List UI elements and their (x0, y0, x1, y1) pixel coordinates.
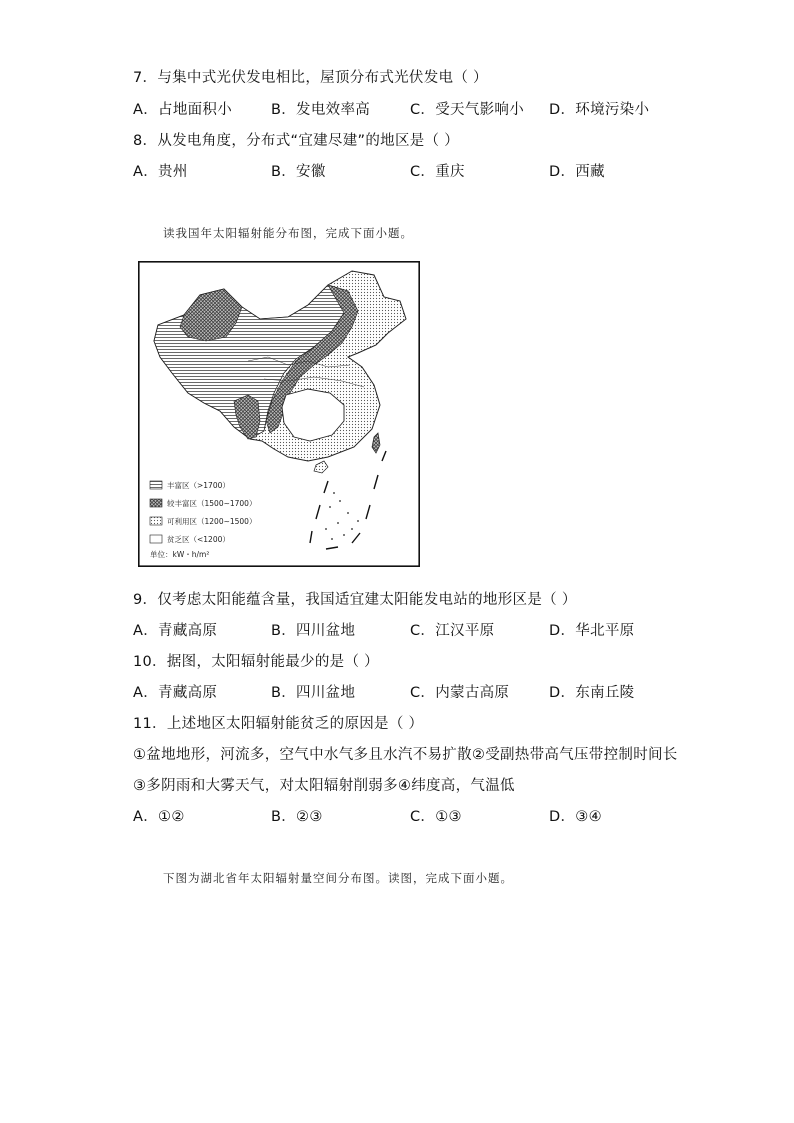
legend-label-usable: 可利用区（1200~1500） (167, 517, 257, 526)
q7-option-c: C．受天气影响小 (410, 102, 525, 118)
q7-stem: 7．与集中式光伏发电相比，屋顶分布式光伏发电（ ） (133, 70, 488, 86)
legend-label-relatively-rich: 较丰富区（1500~1700） (167, 499, 257, 508)
q9-option-b: B．四川盆地 (271, 623, 356, 639)
legend-swatch-rich (150, 481, 162, 489)
q10-option-c: C．内蒙古高原 (410, 685, 510, 701)
q9-option-a: A．青藏高原 (133, 623, 218, 639)
q7-option-d: D．环境污染小 (549, 102, 650, 118)
q11-option-a: A．①② (133, 809, 185, 825)
legend-swatch-poor (150, 535, 162, 543)
q10-option-d: D．东南丘陵 (549, 685, 635, 701)
q8-option-d: D．西藏 (549, 164, 605, 180)
q9-option-c: C．江汉平原 (410, 623, 495, 639)
q11-option-b: B．②③ (271, 809, 323, 825)
q10-stem: 10．据图，太阳辐射能最少的是（ ） (133, 654, 379, 670)
q10-option-b: B．四川盆地 (271, 685, 356, 701)
legend-label-rich: 丰富区（>1700） (167, 481, 230, 490)
q8-option-c: C．重庆 (410, 164, 465, 180)
q9-option-d: D．华北平原 (549, 623, 635, 639)
map-intro: 读我国年太阳辐射能分布图，完成下面小题。 (163, 226, 413, 240)
q8-option-a: A．贵州 (133, 164, 188, 180)
q11-option-c: C．①③ (410, 809, 462, 825)
hubei-map-intro: 下图为湖北省年太阳辐射量空间分布图。读图，完成下面小题。 (163, 871, 513, 885)
china-solar-radiation-map (138, 261, 420, 567)
q7-option-a: A．占地面积小 (133, 102, 233, 118)
legend-swatch-usable (150, 517, 162, 525)
q7-option-b: B．发电效率高 (271, 102, 371, 118)
q8-option-b: B．安徽 (271, 164, 326, 180)
q11-statement-line-2: ③多阴雨和大雾天气，对太阳辐射削弱多④纬度高，气温低 (133, 778, 515, 794)
q11-option-d: D．③④ (549, 809, 602, 825)
q11-statement-line-1: ①盆地地形，河流多，空气中水气多且水汽不易扩散②受副热带高气压带控制时间长 (133, 747, 678, 763)
q9-stem: 9．仅考虑太阳能蕴含量，我国适宜建太阳能发电站的地形区是（ ） (133, 592, 577, 608)
q8-stem: 8．从发电角度，分布式“宜建尽建”的地区是（ ） (133, 133, 460, 149)
q11-stem: 11．上述地区太阳辐射能贫乏的原因是（ ） (133, 716, 424, 732)
legend-swatch-relatively-rich (150, 499, 162, 507)
legend-label-poor: 贫乏区（<1200） (167, 535, 230, 544)
q10-option-a: A．青藏高原 (133, 685, 218, 701)
legend-unit: 单位：kW・h/m² (150, 550, 210, 559)
